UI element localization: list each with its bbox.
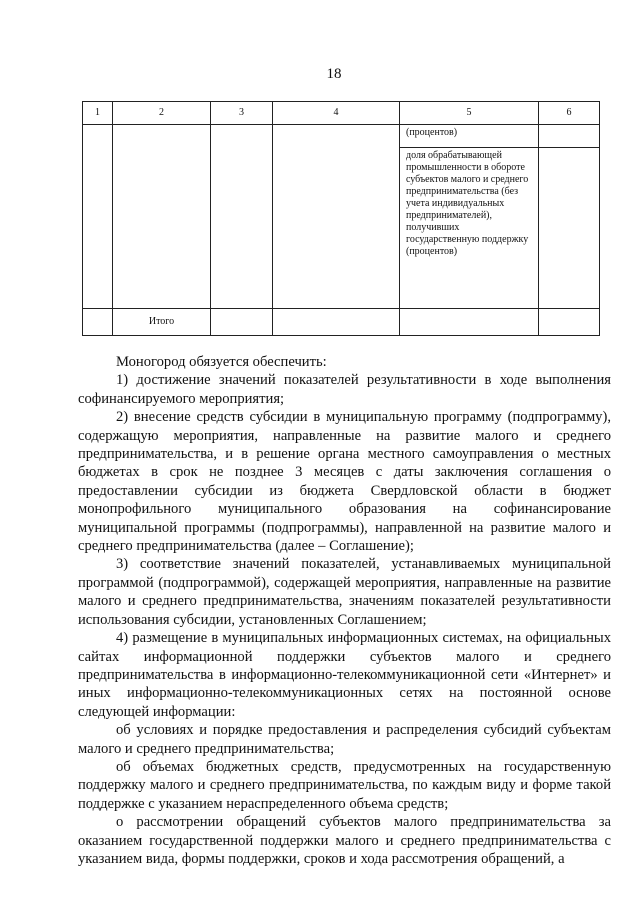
paragraph-item-4: 4) размещение в муниципальных информационных системах, на официальных сайтах информационной поддержки субъектов малого и среднего предпринимательства в информационно-телекоммуникационной сети «Интернет» и иных информационно-телекоммуникационных сетях на постоянной основе следующей информации:: [78, 630, 611, 720]
table-header-row: [83, 102, 600, 125]
table-cell-indicator-unit: (процентов): [400, 125, 539, 148]
table-total-label: Итого: [113, 309, 211, 336]
paragraph-item-2: 2) внесение средств субсидии в муниципальную программу (подпрограмму), содержащую мероприятия, направленные на развитие малого и среднего предпринимательства, и в решение органа местного самоуправления о местных бюджетах в срок не позднее 3 месяцев с даты заключения соглашения о предоставлении субсидии из бюджета Свердловской области в бюджет монопрофильного муниципального образования на софинансирование муниципальной программы (подпрограммы), направленной на развитие малого и среднего предпринимательства (далее – Соглашение);: [78, 409, 611, 555]
paragraph-subitem-budget: об объемах бюджетных средств, предусмотренных на государственную поддержку малого и среднего предпринимательства, по каждым виду и форме такой поддержке с указанием нераспределенного объема средств;: [78, 758, 611, 812]
table-cell: [539, 125, 600, 148]
table-header-cell: 4: [273, 102, 400, 125]
table-row: [83, 125, 600, 148]
paragraph-item-3: 3) соответствие значений показателей, устанавливаемых муниципальной программой (подпрограммой), содержащей мероприятия, направленные на развитие малого и среднего предпринимательства, значениям показателей результативности использования субсидии, установленных Соглашением;: [78, 556, 611, 628]
table-cell: [273, 125, 400, 309]
table-cell: [211, 125, 273, 309]
paragraph-subitem-conditions: об условиях и порядке предоставления и распределения субсидий субъектам малого и среднего предпринимательства;: [78, 722, 611, 757]
body-text: [78, 353, 611, 868]
table-total-row: [83, 309, 600, 336]
table-header-cell: 6: [539, 102, 600, 125]
table-header-cell: 5: [400, 102, 539, 125]
table-cell-indicator: доля обрабатывающей промышленности в обороте субъектов малого и среднего предпринимательства (без учета индивидуальных предпринимателей), получивших государственную поддержку (процентов): [400, 148, 539, 309]
table-cell: [400, 309, 539, 336]
table-header-cell: 1: [83, 102, 113, 125]
table-cell: [273, 309, 400, 336]
table-cell: [113, 125, 211, 309]
page-number: 18: [326, 66, 342, 82]
table-cell: [83, 125, 113, 309]
paragraph-intro: Моногород обязуется обеспечить:: [116, 354, 327, 370]
paragraph-item-1: 1) достижение значений показателей результативности в ходе выполнения софинансируемого мероприятия;: [78, 372, 611, 407]
table-cell: [83, 309, 113, 336]
table-header-cell: 2: [113, 102, 211, 125]
table-cell: [539, 309, 600, 336]
table-cell: [211, 309, 273, 336]
indicator-table: [82, 101, 600, 336]
table-cell: [539, 148, 600, 309]
table-header-cell: 3: [211, 102, 273, 125]
paragraph-subitem-appeals: о рассмотрении обращений субъектов малого предпринимательства за оказанием государственной поддержки малого и среднего предпринимательства с указанием вида, формы поддержки, сроков и хода рассмотрения обращений, а: [78, 814, 611, 867]
